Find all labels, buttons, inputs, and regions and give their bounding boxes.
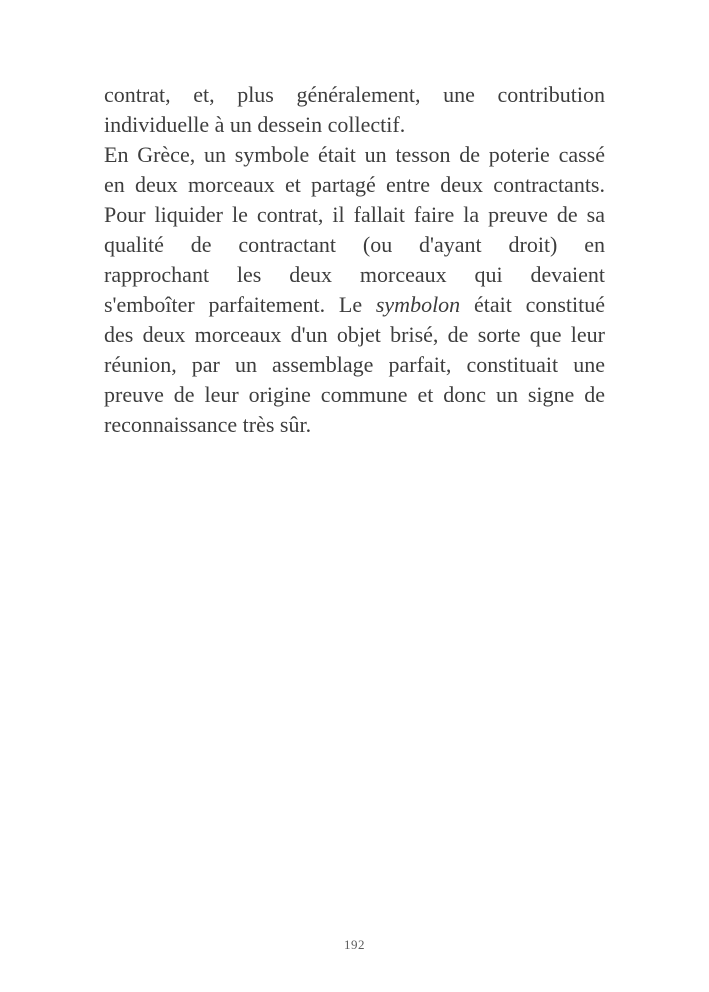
text-line [104, 200, 605, 230]
text-segment: Pour liquider le contrat, il fallait faire la preuve de sa [104, 202, 605, 227]
page-footer [0, 936, 709, 954]
text-line [104, 260, 605, 290]
italic-term: symbolon [375, 292, 461, 317]
page-number: 192 [344, 937, 365, 952]
text-segment: contrat, et, plus généralement, une contribution [104, 82, 605, 107]
text-line [104, 110, 605, 140]
text-line [104, 140, 605, 170]
text-segment: des deux morceaux d'un objet brisé, de sorte que leur [104, 322, 605, 347]
text-line [104, 230, 605, 260]
body-text [104, 80, 605, 440]
text-line [104, 170, 605, 200]
text-line [104, 290, 605, 320]
text-line [104, 380, 605, 410]
text-segment: s'emboîter parfaitement. Le [104, 292, 376, 317]
text-segment: était constitué [460, 292, 605, 317]
text-segment: En Grèce, un symbole était un tesson de poterie cassé [104, 142, 605, 167]
text-line [104, 80, 605, 110]
text-segment: preuve de leur origine commune et donc un signe de [104, 382, 605, 407]
text-line [104, 320, 605, 350]
text-line [104, 410, 605, 440]
text-segment: individuelle à un dessein collectif. [104, 112, 406, 137]
text-segment: qualité de contractant (ou d'ayant droit) en [104, 232, 605, 257]
text-segment: rapprochant les deux morceaux qui devaient [104, 262, 605, 287]
text-segment: réunion, par un assemblage parfait, constituait une [104, 352, 605, 377]
text-segment: en deux morceaux et partagé entre deux contractants. [104, 172, 605, 197]
text-line [104, 350, 605, 380]
text-segment: reconnaissance très sûr. [104, 412, 312, 437]
